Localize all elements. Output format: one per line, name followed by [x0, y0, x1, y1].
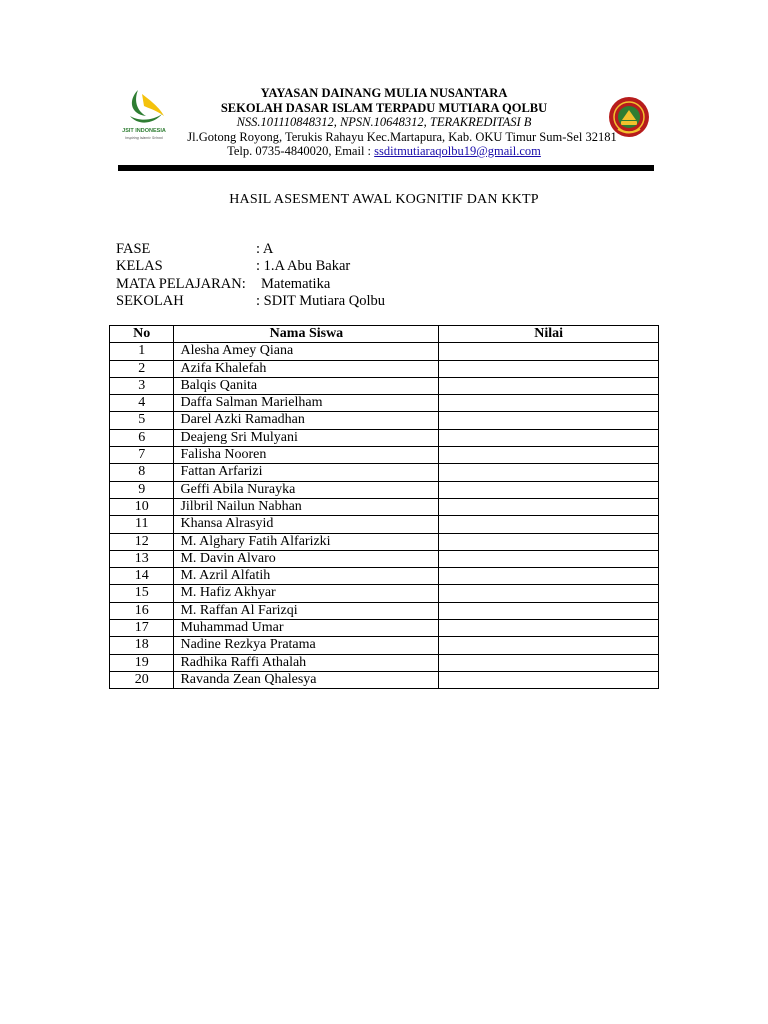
contact-phone: Telp. 0735-4840020, Email :: [227, 144, 375, 158]
table-row: [110, 464, 659, 481]
student-score-cell[interactable]: [439, 429, 659, 446]
table-row: [110, 585, 659, 602]
student-no-cell: 11: [110, 516, 174, 533]
student-name-cell: Deajeng Sri Mulyani: [174, 429, 439, 446]
table-row: [110, 516, 659, 533]
logo-brand-text: JSIT INDONESIA: [122, 128, 166, 134]
fase-value: : A: [256, 241, 274, 257]
student-score-cell[interactable]: [439, 550, 659, 567]
mapel-value: Matematika: [261, 275, 331, 292]
table-row: [110, 620, 659, 637]
student-score-cell[interactable]: [439, 360, 659, 377]
student-score-cell[interactable]: [439, 585, 659, 602]
table-row: [110, 550, 659, 567]
student-no-cell: 15: [110, 585, 174, 602]
school-address: Jl.Gotong Royong, Terukis Rahayu Kec.Martapura, Kab. OKU Timur Sum-Sel 32181: [187, 129, 617, 144]
letterhead: [110, 84, 658, 174]
student-score-cell[interactable]: [439, 412, 659, 429]
student-score-cell[interactable]: [439, 654, 659, 671]
table-row: [110, 654, 659, 671]
student-score-cell[interactable]: [439, 568, 659, 585]
student-score-cell[interactable]: [439, 516, 659, 533]
sekolah-value: : SDIT Mutiara Qolbu: [256, 292, 386, 309]
student-no-cell: 9: [110, 481, 174, 498]
student-score-cell[interactable]: [439, 602, 659, 619]
table-row: [110, 498, 659, 515]
student-name-cell: Geffi Abila Nurayka: [174, 481, 439, 498]
school-contact: [110, 144, 658, 159]
student-name-cell: Khansa Alrasyid: [174, 516, 439, 533]
student-score-cell[interactable]: [439, 498, 659, 515]
student-no-cell: 5: [110, 412, 174, 429]
student-no-cell: 18: [110, 637, 174, 654]
student-no-cell: 20: [110, 671, 174, 688]
email-link[interactable]: ssditmutiaraqolbu19@gmail.com: [374, 144, 541, 158]
table-row: [110, 395, 659, 412]
student-no-cell: 4: [110, 395, 174, 412]
student-name-cell: Nadine Rezkya Pratama: [174, 637, 439, 654]
student-name-cell: M. Hafiz Akhyar: [174, 585, 439, 602]
student-name-cell: M. Azril Alfatih: [174, 568, 439, 585]
table-body: [110, 343, 659, 689]
table-row: [110, 481, 659, 498]
student-score-table: [109, 325, 659, 689]
student-name-cell: Falisha Nooren: [174, 447, 439, 464]
student-no-cell: 2: [110, 360, 174, 377]
student-score-cell[interactable]: [439, 447, 659, 464]
student-name-cell: Alesha Amey Qiana: [174, 343, 439, 360]
table-row: [110, 447, 659, 464]
student-no-cell: 13: [110, 550, 174, 567]
table-header-row: [110, 326, 659, 343]
student-no-cell: 19: [110, 654, 174, 671]
table-row: [110, 637, 659, 654]
table-row: [110, 533, 659, 550]
student-score-cell[interactable]: [439, 395, 659, 412]
letterhead-divider: [118, 165, 654, 171]
student-no-cell: 8: [110, 464, 174, 481]
school-name: SEKOLAH DASAR ISLAM TERPADU MUTIARA QOLBU: [220, 100, 548, 115]
header-no: No: [110, 326, 174, 343]
table-row: [110, 671, 659, 688]
student-no-cell: 12: [110, 533, 174, 550]
student-no-cell: 7: [110, 447, 174, 464]
student-no-cell: 3: [110, 377, 174, 394]
student-no-cell: 16: [110, 602, 174, 619]
mapel-label: MATA PELAJARAN:: [116, 275, 246, 292]
student-name-cell: M. Davin Alvaro: [174, 550, 439, 567]
student-name-cell: M. Raffan Al Farizqi: [174, 602, 439, 619]
student-name-cell: Jilbril Nailun Nabhan: [174, 498, 439, 515]
student-score-cell[interactable]: [439, 343, 659, 360]
fase-label: FASE: [116, 241, 151, 257]
foundation-name: YAYASAN DAINANG MULIA NUSANTARA: [260, 86, 508, 100]
student-name-cell: Fattan Arfarizi: [174, 464, 439, 481]
letterhead-text: [110, 84, 658, 159]
student-no-cell: 6: [110, 429, 174, 446]
student-score-cell[interactable]: [439, 620, 659, 637]
student-score-cell[interactable]: [439, 671, 659, 688]
kelas-value: : 1.A Abu Bakar: [256, 258, 351, 275]
student-name-cell: M. Alghary Fatih Alfarizki: [174, 533, 439, 550]
student-no-cell: 17: [110, 620, 174, 637]
student-score-cell[interactable]: [439, 464, 659, 481]
student-name-cell: Azifa Khalefah: [174, 360, 439, 377]
student-name-cell: Daffa Salman Marielham: [174, 395, 439, 412]
student-no-cell: 14: [110, 568, 174, 585]
sekolah-label: SEKOLAH: [116, 292, 184, 309]
student-score-cell[interactable]: [439, 533, 659, 550]
logo-tagline-text: Inspiring Islamic School: [125, 136, 163, 140]
table-row: [110, 360, 659, 377]
student-score-cell[interactable]: [439, 481, 659, 498]
student-name-cell: Darel Azki Ramadhan: [174, 412, 439, 429]
table-row: [110, 377, 659, 394]
table-row: [110, 602, 659, 619]
student-score-cell[interactable]: [439, 377, 659, 394]
table-row: [110, 568, 659, 585]
table-row: [110, 343, 659, 360]
student-name-cell: Radhika Raffi Athalah: [174, 654, 439, 671]
kelas-label: KELAS: [116, 258, 163, 275]
table-row: [110, 412, 659, 429]
student-name-cell: Muhammad Umar: [174, 620, 439, 637]
student-name-cell: Balqis Qanita: [174, 377, 439, 394]
school-registration: NSS.101110848312, NPSN.10648312, TERAKREDITASI B: [236, 115, 532, 129]
header-nilai: Nilai: [439, 326, 659, 343]
student-no-cell: 1: [110, 343, 174, 360]
student-name-cell: Ravanda Zean Qhalesya: [174, 671, 439, 688]
student-score-cell[interactable]: [439, 637, 659, 654]
student-no-cell: 10: [110, 498, 174, 515]
header-name: Nama Siswa: [174, 326, 439, 343]
table-row: [110, 429, 659, 446]
document-title: HASIL ASESMENT AWAL KOGNITIF DAN KKTP: [229, 192, 539, 207]
